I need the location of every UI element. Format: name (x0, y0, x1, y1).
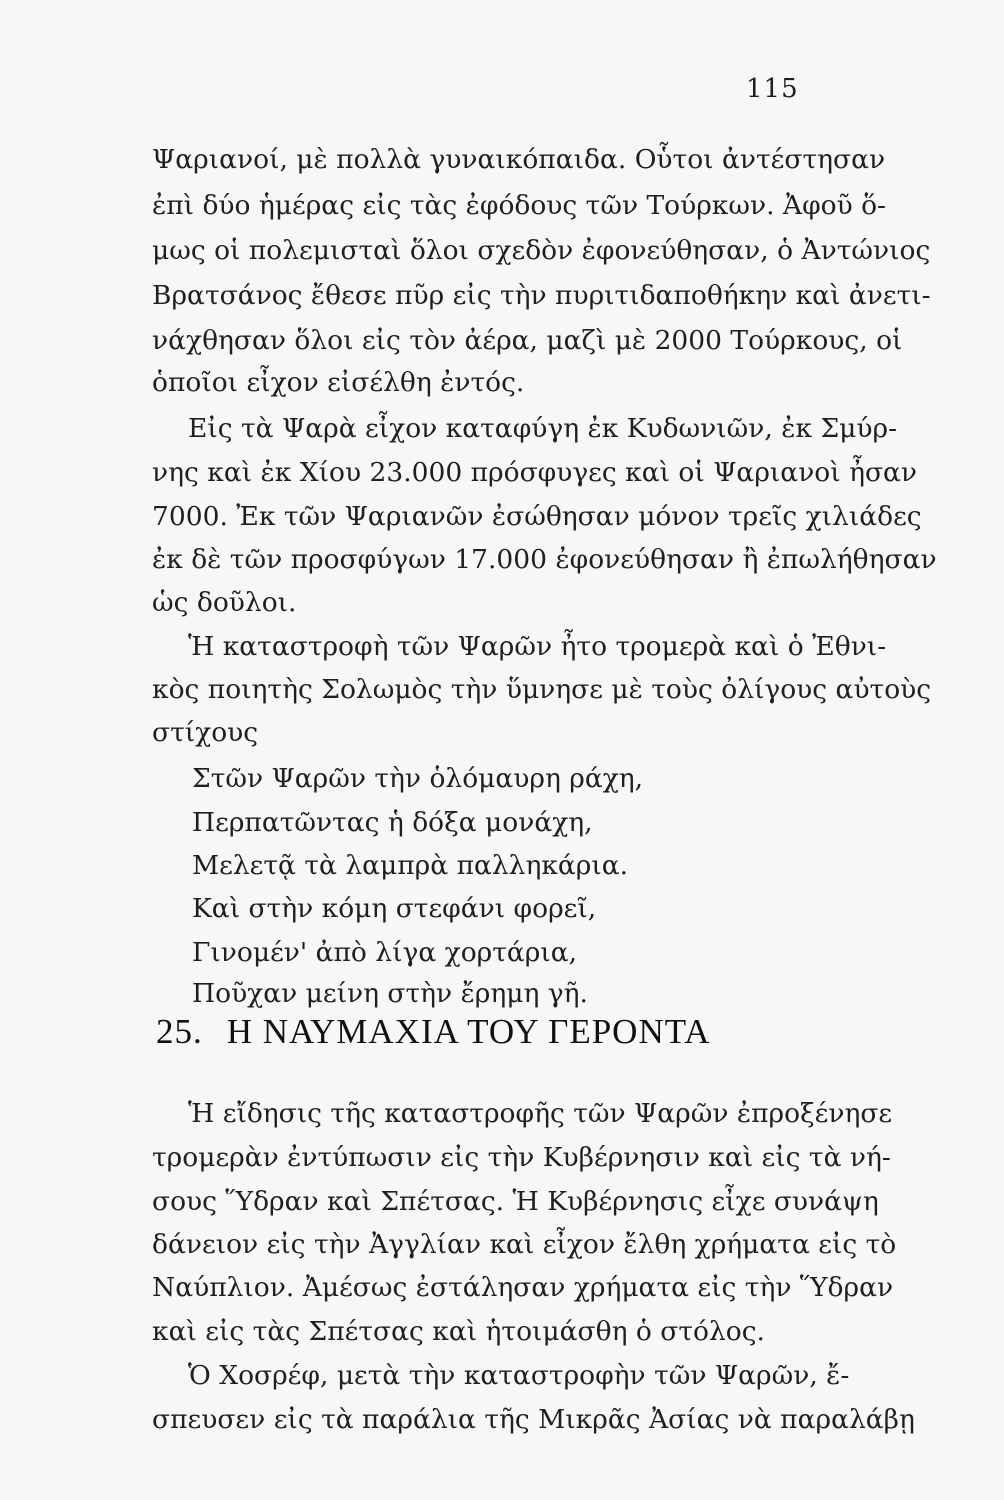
poem-line: Στῶν Ψαρῶν τὴν ὁλόμαυρη ράχη, (192, 763, 644, 794)
poem-line: Καὶ στὴν κόμη στεφάνι φορεῖ, (192, 893, 597, 924)
poem-line: Μελετᾷ τὰ λαμπρὰ παλληκάρια. (192, 850, 629, 881)
text-line: σους Ὕδραν καὶ Σπέτσας. Ἡ Κυβέρνησις εἶχε συνάψη (152, 1186, 879, 1217)
text-line: ὡς δοῦλοι. (152, 587, 297, 618)
text-line: στίχους (152, 717, 259, 748)
text-line: καὶ εἰς τὰς Σπέτσας καὶ ἡτοιμάσθη ὁ στόλος. (152, 1316, 765, 1347)
poem-line: Περπατῶντας ἡ δόξα μονάχη, (192, 807, 593, 838)
text-line: σπευσεν εἰς τὰ παράλια τῆς Μικρᾶς Ἀσίας νὰ παραλάβῃ (152, 1404, 915, 1435)
text-line: νης καὶ ἐκ Χίου 23.000 πρόσφυγες καὶ οἱ Ψαριανοὶ ἦσαν (152, 457, 918, 488)
text-line: ἐπὶ δύο ἡμέρας εἰς τὰς ἐφόδους τῶν Τούρκων. Ἀφοῦ ὅ- (152, 190, 887, 221)
page-number: 115 (746, 74, 799, 104)
text-line: ἐκ δὲ τῶν προσφύγων 17.000 ἐφονεύθησαν ἢ ἐπωλήθησαν (152, 544, 937, 575)
section-title: Η ΝΑΥΜΑΧΙΑ ΤΟΥ ΓΕΡΟΝΤΑ (226, 1012, 711, 1051)
text-line: ὁποῖοι εἶχον εἰσέλθη ἐντός. (152, 367, 525, 398)
section-number: 25. (156, 1012, 203, 1051)
text-line: μως οἱ πολεμισταὶ ὅλοι σχεδὸν ἐφονεύθησαν, ὁ Ἀντώνιος (152, 235, 931, 266)
text-line: τρομερὰν ἐντύπωσιν εἰς τὴν Κυβέρνησιν καὶ εἰς τὰ νή- (152, 1142, 891, 1173)
text-line: Εἰς τὰ Ψαρὰ εἶχον καταφύγη ἐκ Κυδωνιῶν, ἐκ Σμύρ- (188, 413, 898, 444)
poem-line: Ποῦχαν μείνη στὴν ἔρημη γῆ. (192, 978, 588, 1009)
text-line: Βρατσάνος ἔθεσε πῦρ εἰς τὴν πυριτιδαποθήκην καὶ ἀνετι- (152, 280, 931, 311)
text-line: Ψαριανοί, μὲ πολλὰ γυναικόπαιδα. Οὗτοι ἀντέστησαν (152, 144, 886, 175)
section-heading (156, 1012, 736, 1052)
text-line: νάχθησαν ὅλοι εἰς τὸν ἀέρα, μαζὶ μὲ 2000 Τούρκους, οἱ (152, 325, 903, 356)
text-line: Ἡ εἴδησις τῆς καταστροφῆς τῶν Ψαρῶν ἐπροξένησε (188, 1098, 893, 1129)
text-line: Ναύπλιον. Ἀμέσως ἐστάλησαν χρήματα εἰς τὴν Ὕδραν (152, 1272, 894, 1303)
text-line: Ὁ Χοσρέφ, μετὰ τὴν καταστροφὴν τῶν Ψαρῶν, ἔ- (188, 1360, 850, 1391)
poem-line: Γινομέν' ἀπὸ λίγα χορτάρια, (192, 937, 578, 968)
text-line: δάνειον εἰς τὴν Ἀγγλίαν καὶ εἶχον ἔλθη χρήματα εἰς τὸ (152, 1229, 897, 1260)
text-line: κὸς ποιητὴς Σολωμὸς τὴν ὕμνησε μὲ τοὺς ὀλίγους αὐτοὺς (152, 674, 932, 705)
text-line: Ἡ καταστροφὴ τῶν Ψαρῶν ἦτο τρομερὰ καὶ ὁ Ἐθνι- (188, 631, 887, 662)
text-line: 7000. Ἐκ τῶν Ψαριανῶν ἐσώθησαν μόνον τρεῖς χιλιάδες (152, 501, 922, 532)
